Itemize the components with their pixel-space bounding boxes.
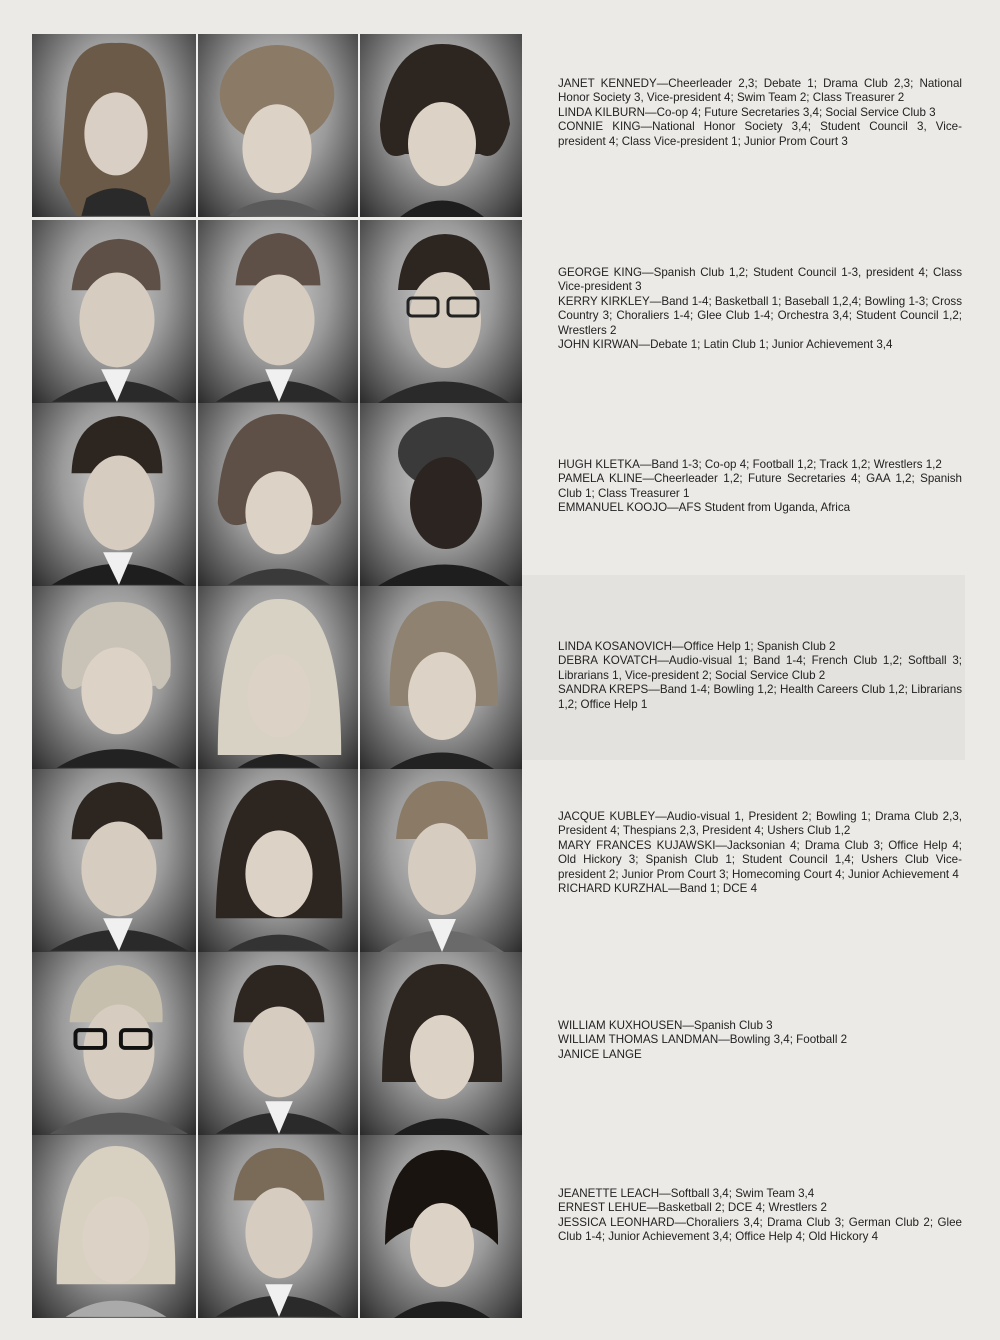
portrait-photo: [32, 769, 198, 952]
student-entry: JESSICA LEONHARD—Choraliers 3,4; Drama Club 3; German Club 2; Glee Club 1-4; Junior Achievement 3,4; Office Help 4; Old Hickory 4: [558, 1215, 962, 1244]
student-entry: MARY FRANCES KUJAWSKI—Jacksonian 4; Drama Club 3; Office Help 4; Old Hickory 3; Spanish Club 1; Student Council 1,4; Ushers Club Vice-president 2; Junior Prom Court 3; Homecoming Court 4; Junior Achievement 4: [558, 838, 962, 881]
portrait-photo: [32, 403, 198, 586]
portrait-photo: [198, 586, 360, 769]
caption-block: [558, 266, 962, 352]
student-entry: JACQUE KUBLEY—Audio-visual 1, President 2; Bowling 1; Drama Club 2,3, President 4; Thespians 2,3, President 4; Ushers Club 1,2: [558, 810, 962, 838]
student-entry: LINDA KILBURN—Co-op 4; Future Secretaries 3,4; Social Service Club 3: [558, 105, 936, 119]
portrait-row: [32, 1135, 522, 1318]
student-entry: WILLIAM THOMAS LANDMAN—Bowling 3,4; Football 2: [558, 1033, 848, 1047]
student-entry: KERRY KIRKLEY—Band 1-4; Basketball 1; Baseball 1,2,4; Bowling 1-3; Cross Country 3; Choraliers 1-4; Glee Club 1-4; Orchestra 3,4; Student Council 1,2; Wrestlers 2: [558, 294, 962, 337]
caption-block: [558, 458, 962, 516]
student-entry: GEORGE KING—Spanish Club 1,2; Student Council 1-3, president 4; Class Vice-president 3: [558, 266, 962, 294]
student-entry: PAMELA KLINE—Cheerleader 1,2; Future Secretaries 4; GAA 1,2; Spanish Club 1; Class Treasurer 1: [558, 472, 962, 500]
portrait-row: [32, 34, 522, 217]
caption-block: [558, 810, 962, 896]
student-entry: WILLIAM KUXHOUSEN—Spanish Club 3: [558, 1019, 773, 1032]
portrait-row: [32, 586, 522, 769]
portrait-photo: [32, 220, 198, 403]
portrait-photo: [32, 586, 198, 769]
portrait-photo: [360, 769, 522, 952]
caption-block: [558, 640, 962, 712]
portrait-photo: [198, 769, 360, 952]
portrait-photo: [360, 220, 522, 403]
portrait-photo: [360, 952, 522, 1135]
portrait-photo: [360, 403, 522, 586]
portrait-photo: [360, 586, 522, 769]
portrait-row: [32, 769, 522, 952]
student-entry: EMMANUEL KOOJO—AFS Student from Uganda, Africa: [558, 501, 851, 515]
portrait-photo: [360, 34, 522, 217]
portrait-photo: [32, 1135, 198, 1318]
caption-block: [558, 77, 962, 149]
student-entry: JANET KENNEDY—Cheerleader 2,3; Debate 1; Drama Club 2,3; National Honor Society 3, Vice-president 4; Swim Team 2; Class Treasurer 2: [558, 77, 962, 105]
student-entry: JEANETTE LEACH—Softball 3,4; Swim Team 3,4: [558, 1187, 815, 1200]
student-entry: JOHN KIRWAN—Debate 1; Latin Club 1; Junior Achievement 3,4: [558, 338, 893, 352]
portrait-photo: [198, 34, 360, 217]
portrait-photo: [360, 1135, 522, 1318]
portrait-photo: [198, 952, 360, 1135]
student-entry: LINDA KOSANOVICH—Office Help 1; Spanish Club 2: [558, 640, 836, 653]
student-entry: SANDRA KREPS—Band 1-4; Bowling 1,2; Health Careers Club 1,2; Librarians 1,2; Office Help 1: [558, 683, 962, 711]
portrait-photo: [198, 220, 360, 403]
student-entry: ERNEST LEHUE—Basketball 2; DCE 4; Wrestlers 2: [558, 1201, 827, 1215]
student-entry: DEBRA KOVATCH—Audio-visual 1; Band 1-4; French Club 1,2; Softball 3; Librarians 1, Vice-president 2; Social Service Club 2: [558, 654, 962, 682]
caption-block: [558, 1187, 962, 1245]
portrait-row: [32, 220, 522, 403]
portrait-row: [32, 952, 522, 1135]
student-entry: CONNIE KING—National Honor Society 3,4; Student Council 3, Vice-president 4; Class Vice-president 1; Junior Prom Court 3: [558, 120, 962, 148]
student-entry: HUGH KLETKA—Band 1-3; Co-op 4; Football 1,2; Track 1,2; Wrestlers 1,2: [558, 458, 942, 471]
portrait-row: [32, 403, 522, 586]
student-entry: RICHARD KURZHAL—Band 1; DCE 4: [558, 882, 758, 896]
portrait-photo: [32, 952, 198, 1135]
portrait-photo: [198, 403, 360, 586]
portrait-photo: [198, 1135, 360, 1318]
caption-block: [558, 1019, 962, 1062]
student-entry: JANICE LANGE: [558, 1047, 642, 1061]
portrait-photo: [32, 34, 198, 217]
